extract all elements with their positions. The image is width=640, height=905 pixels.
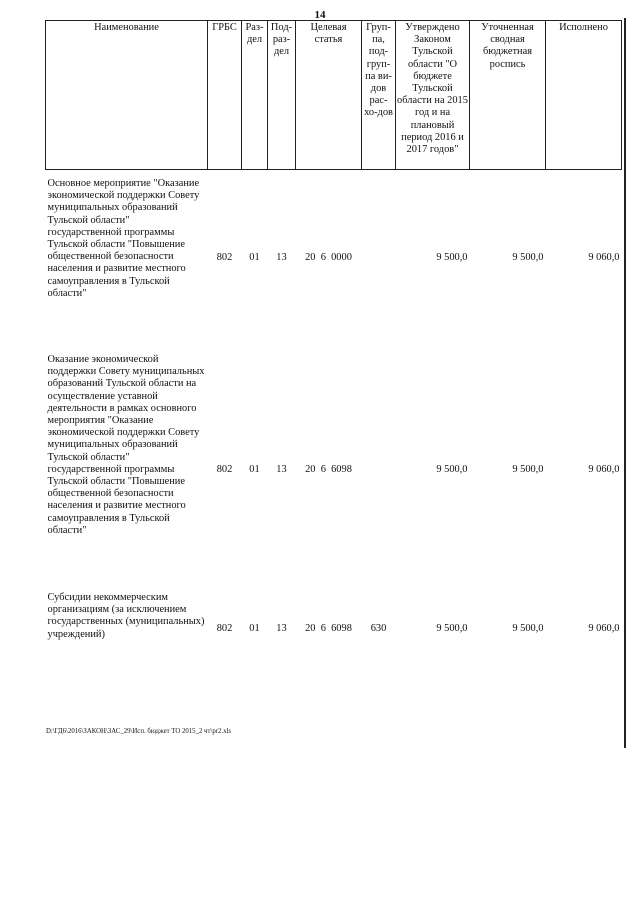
page-number: 14	[314, 9, 326, 21]
row-refined: 9 500,0	[512, 463, 544, 475]
row-approved: 9 500,0	[436, 463, 468, 475]
header-podrazdel: Под-раз-дел	[268, 21, 296, 170]
row-executed: 9 060,0	[588, 251, 620, 263]
row-razdel: 01	[249, 463, 260, 475]
table-row	[46, 178, 622, 338]
header-refined: Уточненная сводная бюджетная роспись	[470, 21, 546, 170]
row-target-program: 20	[305, 463, 316, 475]
row-target	[296, 354, 362, 586]
row-executed: 9 060,0	[588, 622, 620, 634]
row-target-subprogram: 6	[320, 251, 326, 263]
row-target	[296, 592, 362, 666]
row-podrazdel: 13	[276, 251, 287, 263]
row-vid	[362, 354, 396, 586]
row-name: Основное мероприятие "Оказание экономической поддержки Совету муниципальных образований Тульской области" государственной программы Тульской области "Повышение общественной безопасности населения и развитие местного самоуправления в Тульской области"	[47, 178, 200, 299]
row-name: Субсидии некоммерческим организациям (за исключением государственных (муниципальных) учреждений)	[47, 592, 205, 640]
header-approved: Утверждено Законом Тульской области "О бюджете Тульской области на 2015 год и на плановый период 2016 и 2017 годов"	[396, 21, 470, 170]
header-target: Целевая статья	[296, 21, 362, 170]
row-target-subprogram: 6	[320, 463, 326, 475]
row-grbs: 802	[216, 463, 233, 475]
header-executed: Исполнено	[546, 21, 622, 170]
table-row	[46, 354, 622, 586]
row-refined: 9 500,0	[512, 251, 544, 263]
row-target	[296, 178, 362, 338]
row-grbs: 802	[216, 251, 233, 263]
row-podrazdel: 13	[276, 622, 287, 634]
budget-table	[45, 20, 622, 666]
header-name: Наименование	[46, 21, 208, 170]
row-executed: 9 060,0	[588, 463, 620, 475]
row-vid: 630	[370, 622, 387, 634]
row-approved: 9 500,0	[436, 622, 468, 634]
row-target-program: 20	[305, 251, 316, 263]
row-grbs: 802	[216, 622, 233, 634]
row-razdel: 01	[249, 622, 260, 634]
header-grbs: ГРБС	[208, 21, 242, 170]
row-target-subprogram: 6	[320, 622, 326, 634]
row-target-code: 0000	[331, 251, 352, 263]
row-target-code: 6098	[331, 622, 352, 634]
row-podrazdel: 13	[276, 463, 287, 475]
margin-rule	[624, 18, 626, 748]
row-target-program: 20	[305, 622, 316, 634]
row-refined: 9 500,0	[512, 622, 544, 634]
header-vid: Груп-па, под-груп-па ви-дов рас-хо-дов	[362, 21, 396, 170]
header-row	[46, 21, 622, 170]
header-razdel: Раз-дел	[242, 21, 268, 170]
footer-file-path: D:\ГД6\2016\ЗАКОН\ЗАС_29\Исп. бюджет ТО 2015_2 чт\pr2.xls	[46, 728, 232, 735]
row-approved: 9 500,0	[436, 251, 468, 263]
row-razdel: 01	[249, 251, 260, 263]
row-name: Оказание экономической поддержки Совету муниципальных образований Тульской области на осуществление уставной деятельности в рамках основного мероприятия "Оказание экономической поддержки Совету муниципальных образований Тульской области" государственной программы Тульской области "Повышение общественной безопасности населения и развитие местного самоуправления в Тульской области"	[47, 354, 205, 536]
table-row	[46, 592, 622, 666]
row-target-code: 6098	[331, 463, 352, 475]
row-vid	[362, 178, 396, 338]
